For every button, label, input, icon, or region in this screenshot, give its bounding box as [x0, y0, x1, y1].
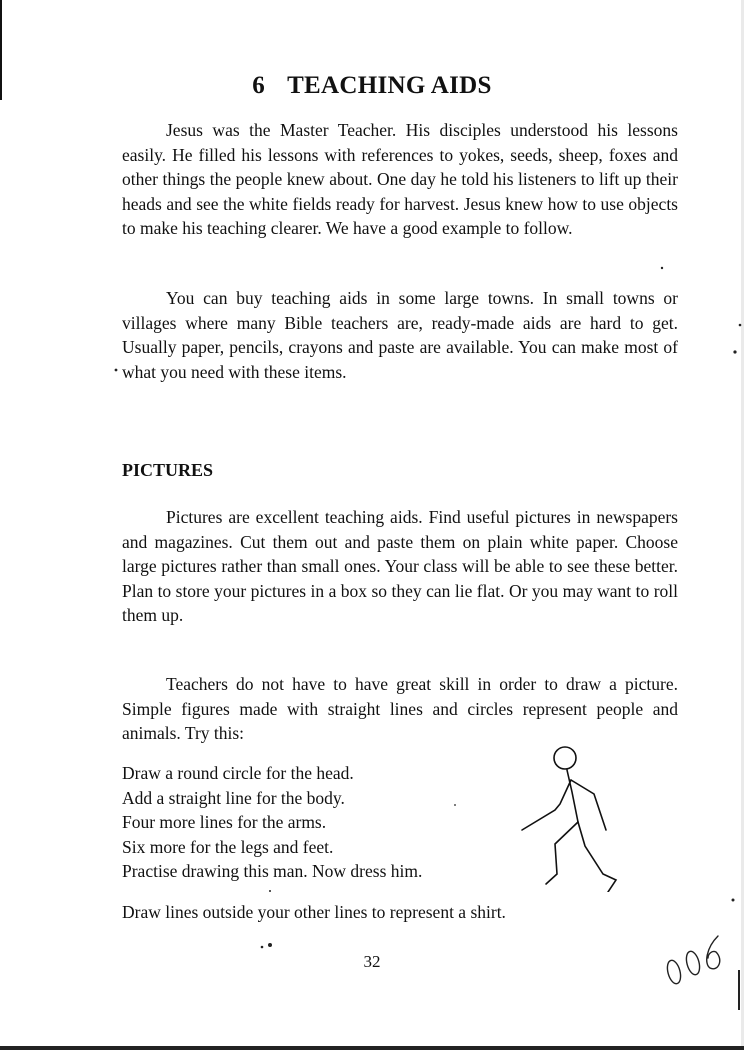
- paragraph-text: Pictures are excellent teaching aids. Find useful pictures in newspapers and magazines. Cut them out and paste them on plain white paper. Choose large pictures rather than small ones. Your class will be able to see these better. Plan to store your pictures in a box so they can lie flat. Or you may want to roll them up.: [122, 507, 678, 625]
- paragraph-text: You can buy teaching aids in some large towns. In small towns or villages where many Bible teachers are, ready-made aids are hard to get. Usually paper, pencils, crayons and paste are available. You can make most of what you need with these items.: [122, 288, 678, 382]
- step-line: Add a straight line for the body.: [122, 787, 345, 808]
- chapter-title: TEACHING AIDS: [287, 72, 492, 99]
- page-number: 32: [363, 952, 381, 971]
- chapter-number: 6: [252, 72, 266, 99]
- paragraph-text: Teachers do not have to have great skill in order to draw a picture. Simple figures made with straight lines and circles represent people and animals. Try this:: [122, 674, 678, 743]
- step-line: Practise drawing this man. Now dress him.: [122, 861, 423, 882]
- step-line: Four more lines for the arms.: [122, 812, 327, 833]
- step-line: Draw a round circle for the head.: [122, 763, 354, 783]
- final-instruction: Draw lines outside your other lines to represent a shirt.: [122, 902, 506, 922]
- section-heading-pictures: PICTURES: [122, 460, 214, 480]
- paragraph-text: Jesus was the Master Teacher. His disciples understood his lessons easily. He filled his lessons with references to yokes, seeds, sheep, foxes and other things the people knew about. One day he told his listeners to lift up their heads and see the white fields ready for harvest. Jesus knew how to use objects to make his teaching clearer. We have a good example to follow.: [122, 120, 678, 238]
- step-line: Six more for the legs and feet.: [122, 836, 334, 857]
